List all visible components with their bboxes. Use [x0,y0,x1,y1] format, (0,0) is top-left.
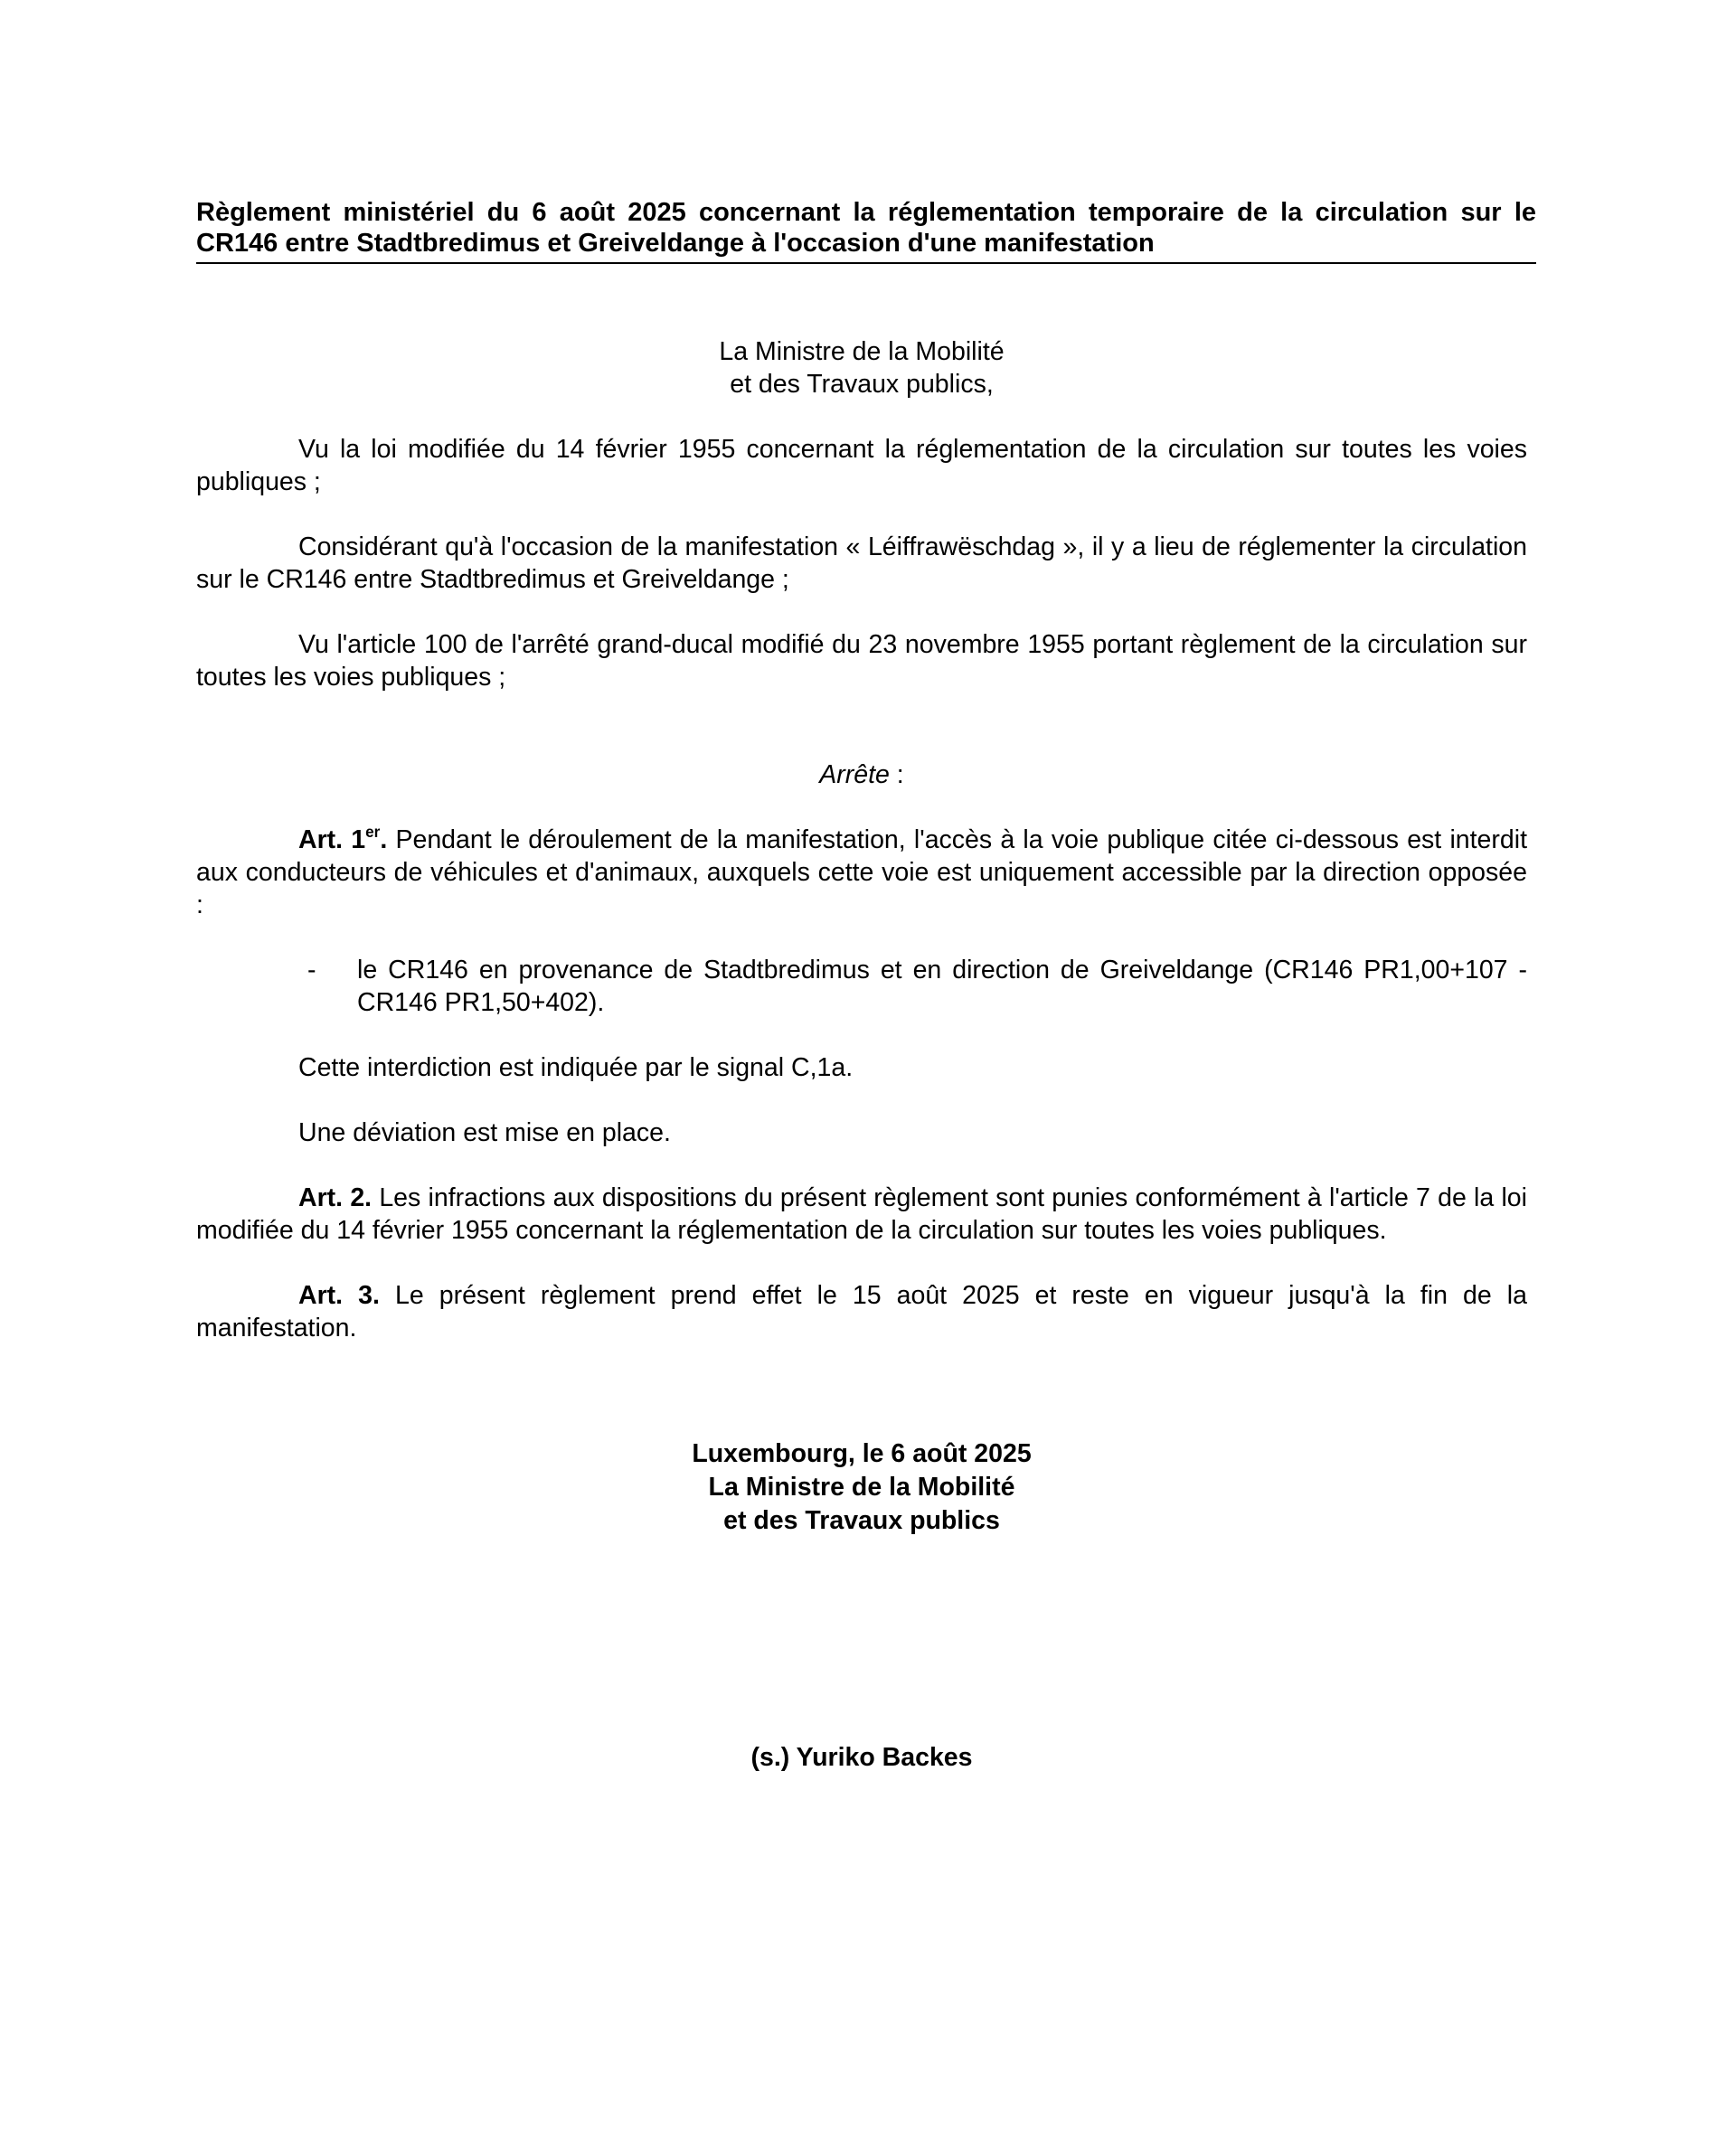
decree-heading [196,758,1527,791]
preamble-paragraph-2: Considérant qu'à l'occasion de la manifestation « Léiffrawëschdag », il y a lieu de réglementer la circulation sur le CR146 entre Stadtbredimus et Greiveldange ; [196,532,1527,594]
article-1-label [298,825,387,854]
decree-colon: : [889,760,904,789]
signature-role-line2: et des Travaux publics [723,1506,1000,1535]
signature-place-date: Luxembourg, le 6 août 2025 [692,1439,1032,1468]
article-1-label-end: . [380,825,388,854]
bullet-dash: - [307,956,316,984]
minister-header [196,335,1527,400]
signature-block [196,1437,1527,1538]
minister-header-line2: et des Travaux publics, [730,370,994,399]
article-3 [196,1279,1527,1344]
article-1-label-sup: er [365,824,381,842]
article-2-text: Les infractions aux dispositions du présent règlement sont punies conformément à l'article 7 de la loi modifiée du 14 février 1955 concernant la réglementation de la circulation sur toutes les voies publiques. [196,1183,1527,1245]
document-body [196,197,1536,1774]
article-1-bullet [196,954,1527,1019]
article-1-note-signal: Cette interdiction est indiquée par le signal C,1a. [298,1053,854,1082]
preamble-paragraph-3: Vu l'article 100 de l'arrêté grand-ducal modifié du 23 novembre 1955 portant règlement de la circulation sur toutes les voies publiques ; [196,630,1527,692]
signed-by: (s.) Yuriko Backes [750,1743,973,1772]
decree-word: Arrête [819,760,890,789]
article-1-note-deviation: Une déviation est mise en place. [298,1118,671,1147]
article-1-label-text: Art. 1 [298,825,366,854]
article-2-label: Art. 2. [298,1183,373,1212]
preamble-paragraph-1: Vu la loi modifiée du 14 février 1955 concernant la réglementation de la circulation sur toutes les voies publiques ; [196,435,1527,496]
article-1-text: Pendant le déroulement de la manifestation, l'accès à la voie publique citée ci-dessous est interdit aux conducteurs de véhicules et d'animaux, auxquels cette voie est uniquement accessible par la direction opposée : [196,825,1527,919]
article-3-text: Le présent règlement prend effet le 15 août 2025 et reste en vigueur jusqu'à la fin de la manifestation. [196,1281,1527,1342]
article-1 [196,824,1527,921]
minister-header-line1: La Ministre de la Mobilité [719,337,1005,366]
article-2 [196,1182,1527,1247]
document-title: Règlement ministériel du 6 août 2025 concernant la réglementation temporaire de la circulation sur le CR146 entre Stadtbredimus et Greiveldange à l'occasion d'une manifestation [196,197,1536,264]
signature-role-line1: La Ministre de la Mobilité [708,1473,1015,1502]
article-1-bullet-text: le CR146 en provenance de Stadtbredimus et en direction de Greiveldange (CR146 PR1,00+107 - CR146 PR1,50+402). [357,956,1527,1017]
article-3-label: Art. 3. [298,1281,380,1310]
